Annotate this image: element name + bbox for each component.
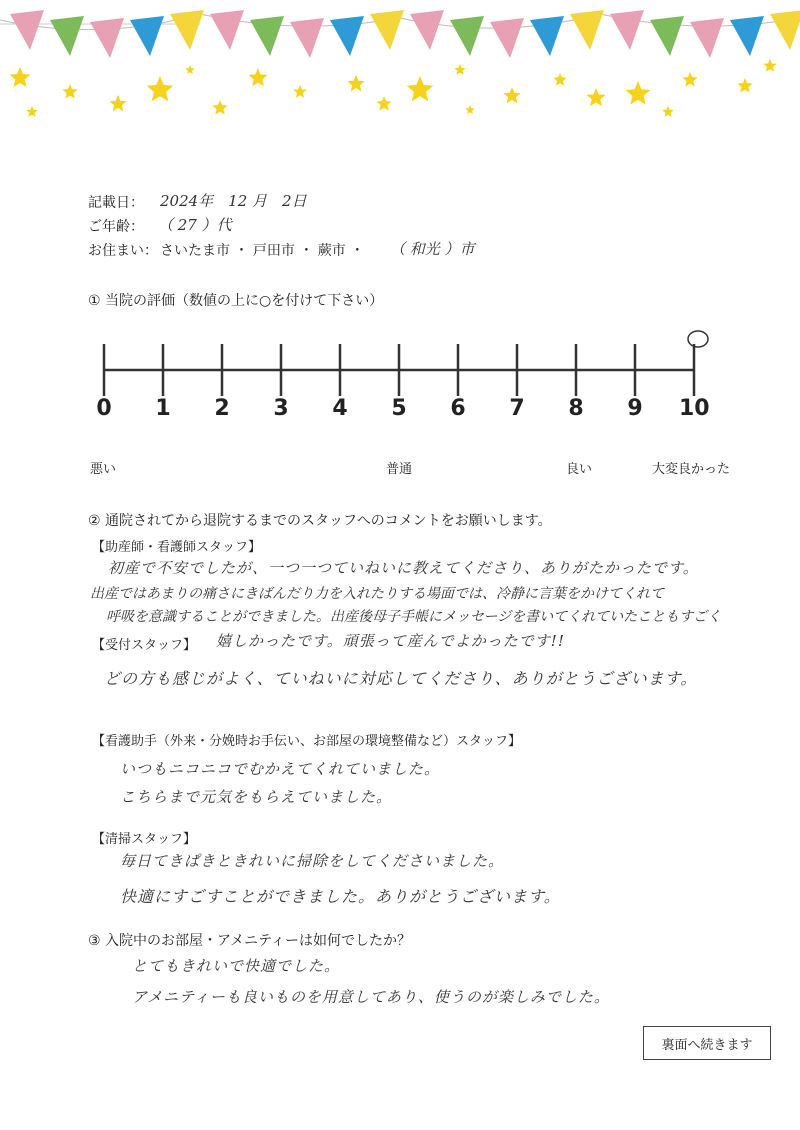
star-icon [763,59,776,72]
record-date-value: 2024年 12 月 2日 [160,192,307,210]
bunting-flag [490,18,524,58]
bunting-flag [410,10,444,50]
q3-comment-line: アメニティーも良いものを用意してあり、使うのが楽しみでした。 [132,988,610,1006]
scale-label-good: 良い [566,462,593,477]
star-icon [454,64,465,75]
residence-label: お住まい： [88,243,158,259]
assistant-label: 【看護助手（外来・分娩時お手伝い、お部屋の環境整備など）スタッフ】 [92,734,522,749]
bunting-flag [90,18,124,58]
scale-number[interactable]: 5 [391,396,407,421]
midwife-comment-line: 嬉しかったです。頑張って産んでよかったです!! [216,632,565,650]
bunting-flag [730,16,764,56]
star-icon [26,106,37,117]
midwife-comment-line: 呼吸を意識することができました。出産後母子手帳にメッセージを書いてくれていたこともすごく [106,609,722,625]
star-icon [293,85,306,98]
bunting-decoration [0,0,800,130]
star-icon [347,75,364,91]
midwife-comment-line: 初産で不安でしたが、一つ一つていねいに教えてくださり、ありがたかったです。 [108,559,699,577]
bunting-flag [690,18,724,58]
selected-rating-circle [688,331,708,347]
reception-comment-line: どの方も感じがよく、ていねいに対応してくださり、ありがとうございます。 [104,669,698,688]
bunting-flag [130,16,164,56]
scale-label-very-good: 大変良かった [652,462,731,477]
bunting-flag [570,10,604,50]
q1-title: ① 当院の評価（数値の上に○を付けて下さい） [88,293,384,309]
star-icon [465,105,475,114]
age-value: （ 27 ）代 [158,216,232,234]
bunting-flag [370,10,404,50]
reception-label: 【受付スタッフ】 [92,638,197,653]
star-icon [682,72,697,87]
q3-title: ③ 入院中のお部屋・アメニティーは如何でしたか？ [88,933,412,949]
bunting-flag [170,10,204,50]
bunting-flag [210,10,244,50]
star-icon [10,67,31,87]
bunting-flag [250,16,284,56]
continue-label: 裏面へ続きます [661,1037,753,1053]
star-icon [249,68,268,86]
star-icon [376,96,391,111]
q3-comment-line: とてもきれいで快適でした。 [132,957,341,975]
star-icon [626,81,651,105]
star-icon [407,76,434,101]
bunting-flag [610,10,644,50]
bunting-flag [450,16,484,56]
star-icon [109,95,126,111]
cleaning-label: 【清掃スタッフ】 [92,832,197,847]
bunting-flag [50,16,84,56]
star-icon [212,100,227,115]
bunting-flag [530,16,564,56]
star-icon [587,88,606,106]
star-icon [147,76,174,101]
star-icon [185,65,195,74]
continue-on-back-box [643,1026,771,1060]
scale-number[interactable]: 2 [214,396,230,421]
star-icon [553,73,566,86]
scale-number[interactable]: 6 [450,396,466,421]
bunting-flag [650,16,684,56]
midwife-comment-line: 出産ではあまりの痛さにきばんだり力を入れたりする場面では、冷静に言葉をかけてくれて [90,586,664,602]
scale-number[interactable]: 1 [155,396,171,421]
residence-other: （ 和光 ）市 [390,240,475,258]
star-icon [503,87,520,103]
assistant-comment-line: いつもニコニコでむかえてくれていました。 [120,760,441,778]
bunting-flag [10,10,44,50]
star-icon [62,84,77,99]
scale-label-bad: 悪い [90,462,117,477]
bunting-flag [290,18,324,58]
rating-scale [90,330,730,400]
star-icon [662,106,673,117]
scale-number[interactable]: 0 [96,396,112,421]
bunting-flag [770,10,800,50]
cleaning-comment-line: 毎日てきぱきときれいに掃除をしてくださいました。 [120,852,505,870]
residence-options: さいたま市 ・ 戸田市 ・ 蕨市 ・ [160,243,365,259]
q2-title: ② 通院されてから退院するまでのスタッフへのコメントをお願いします。 [88,513,552,529]
scale-number[interactable]: 8 [568,396,584,421]
cleaning-comment-line: 快適にすごすことができました。ありがとうございます。 [120,887,561,906]
scale-number[interactable]: 7 [509,396,525,421]
scale-number[interactable]: 9 [627,396,643,421]
midwife-label: 【助産師・看護師スタッフ】 [92,540,262,555]
assistant-comment-line: こちらまで元気をもらえていました。 [120,788,393,806]
scale-number[interactable]: 3 [273,396,289,421]
scale-number[interactable]: 10 [679,396,710,421]
scale-label-normal: 普通 [386,462,413,477]
age-label: ご年齢： [88,219,144,235]
bunting-flag [330,16,364,56]
star-icon [737,78,752,93]
scale-number[interactable]: 4 [332,396,348,421]
record-date-label: 記載日： [88,195,144,211]
